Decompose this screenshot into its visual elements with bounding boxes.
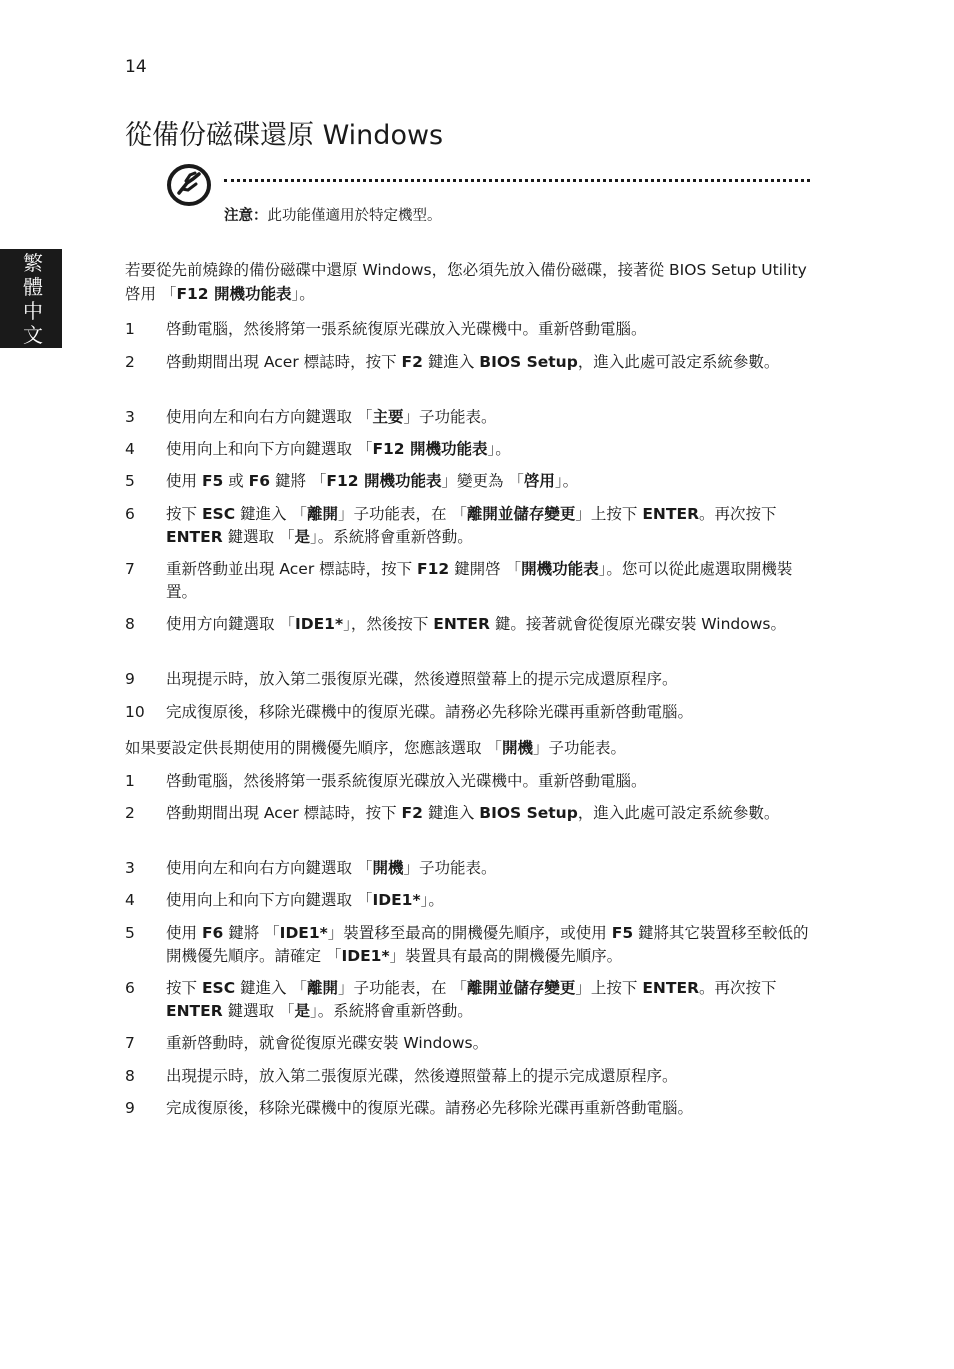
language-side-tab — [0, 249, 62, 348]
step-text: 出現提示時，放入第二張復原光碟，然後遵照螢幕上的提示完成還原程序。 — [166, 670, 678, 688]
step-text: 按下 ESC 鍵進入 「離開」子功能表，在 「離開並儲存變更」上按下 ENTER。再次按下 ENTER 鍵選取 「是」。系統將會重新啓動。 — [166, 979, 777, 1020]
note-text: 注意：此功能僅適用於特定機型。 — [224, 208, 442, 224]
step-6 — [125, 977, 815, 1023]
note-hand-icon — [166, 162, 214, 208]
step-8 — [125, 1065, 815, 1088]
step-5 — [125, 470, 815, 493]
step-number: 4 — [125, 440, 135, 458]
step-text: 使用 F6 鍵將 「IDE1*」裝置移至最高的開機優先順序，或使用 F5 鍵將其它裝置移至較低的開機優先順序。請確定 「IDE1*」裝置具有最高的開機優先順序。 — [166, 924, 809, 965]
step-text: 使用向上和向下方向鍵選取 「F12 開機功能表」。 — [166, 440, 511, 458]
step-text: 啓動電腦，然後將第一張系統復原光碟放入光碟機中。重新啓動電腦。 — [166, 320, 647, 338]
step-number: 10 — [125, 703, 145, 721]
step-text: 啓動期間出現 Acer 標誌時，按下 F2 鍵進入 BIOS Setup，進入此處可設定系統參數。 — [166, 804, 780, 822]
step-number: 2 — [125, 353, 135, 371]
step-text: 使用向上和向下方向鍵選取 「IDE1*」。 — [166, 891, 444, 909]
side-tab-char: 中 — [23, 298, 43, 323]
step-text: 完成復原後，移除光碟機中的復原光碟。請務必先移除光碟再重新啓動電腦。 — [166, 1099, 694, 1117]
step-2 — [125, 802, 815, 825]
step-text: 啓動期間出現 Acer 標誌時，按下 F2 鍵進入 BIOS Setup，進入此處可設定系統參數。 — [166, 353, 780, 371]
step-5 — [125, 922, 815, 968]
step-text: 啓動電腦，然後將第一張系統復原光碟放入光碟機中。重新啓動電腦。 — [166, 772, 647, 790]
side-tab-char: 體 — [23, 274, 43, 299]
step-text: 使用 F5 或 F6 鍵將 「F12 開機功能表」變更為 「啓用」。 — [166, 472, 579, 490]
step-number: 3 — [125, 859, 135, 877]
step-number: 8 — [125, 1067, 135, 1085]
step-number: 9 — [125, 670, 135, 688]
step-number: 7 — [125, 560, 135, 578]
step-9 — [125, 668, 815, 691]
step-4 — [125, 438, 815, 461]
step-number: 4 — [125, 891, 135, 909]
step-number: 5 — [125, 924, 135, 942]
side-tab-char: 文 — [23, 322, 43, 347]
step-text: 使用方向鍵選取 「IDE1*」，然後按下 ENTER 鍵。接著就會從復原光碟安裝 Windows。 — [166, 615, 786, 633]
step-text: 使用向左和向右方向鍵選取 「開機」子功能表。 — [166, 859, 497, 877]
step-8 — [125, 613, 815, 636]
step-7 — [125, 558, 815, 604]
step-number: 9 — [125, 1099, 135, 1117]
step-number: 3 — [125, 408, 135, 426]
boot-priority-paragraph: 如果要設定供長期使用的開機優先順序，您應該選取 「開機」子功能表。 — [125, 739, 626, 757]
section-title: 從備份磁碟還原 Windows — [125, 120, 444, 151]
step-3 — [125, 406, 815, 429]
step-text: 使用向左和向右方向鍵選取 「主要」子功能表。 — [166, 408, 497, 426]
step-7 — [125, 1032, 815, 1055]
step-1 — [125, 770, 815, 793]
step-number: 7 — [125, 1034, 135, 1052]
step-number: 1 — [125, 772, 135, 790]
step-text: 完成復原後，移除光碟機中的復原光碟。請務必先移除光碟再重新啓動電腦。 — [166, 703, 694, 721]
step-10 — [125, 701, 815, 724]
step-number: 2 — [125, 804, 135, 822]
step-number: 6 — [125, 505, 135, 523]
note-divider — [224, 179, 810, 182]
step-text: 按下 ESC 鍵進入 「離開」子功能表，在 「離開並儲存變更」上按下 ENTER。再次按下 ENTER 鍵選取 「是」。系統將會重新啓動。 — [166, 505, 777, 546]
step-text: 重新啓動時，就會從復原光碟安裝 Windows。 — [166, 1034, 489, 1052]
side-tab-char: 繁 — [23, 250, 43, 275]
step-text: 出現提示時，放入第二張復原光碟，然後遵照螢幕上的提示完成還原程序。 — [166, 1067, 678, 1085]
step-6 — [125, 503, 815, 549]
step-number: 1 — [125, 320, 135, 338]
step-number: 8 — [125, 615, 135, 633]
page-number: 14 — [125, 57, 147, 77]
step-1 — [125, 318, 815, 341]
step-text: 重新啓動並出現 Acer 標誌時，按下 F12 鍵開啓 「開機功能表」。您可以從此處選取開機裝置。 — [166, 560, 793, 601]
step-2 — [125, 351, 815, 374]
intro-paragraph: 若要從先前燒錄的備份磁碟中還原 Windows，您必須先放入備份磁碟，接著從 BIOS Setup Utility 啓用 「F12 開機功能表」。 — [125, 261, 807, 303]
step-4 — [125, 889, 815, 912]
step-9 — [125, 1097, 815, 1120]
step-number: 6 — [125, 979, 135, 997]
step-number: 5 — [125, 472, 135, 490]
note-label: 注意： — [224, 208, 268, 224]
step-3 — [125, 857, 815, 880]
